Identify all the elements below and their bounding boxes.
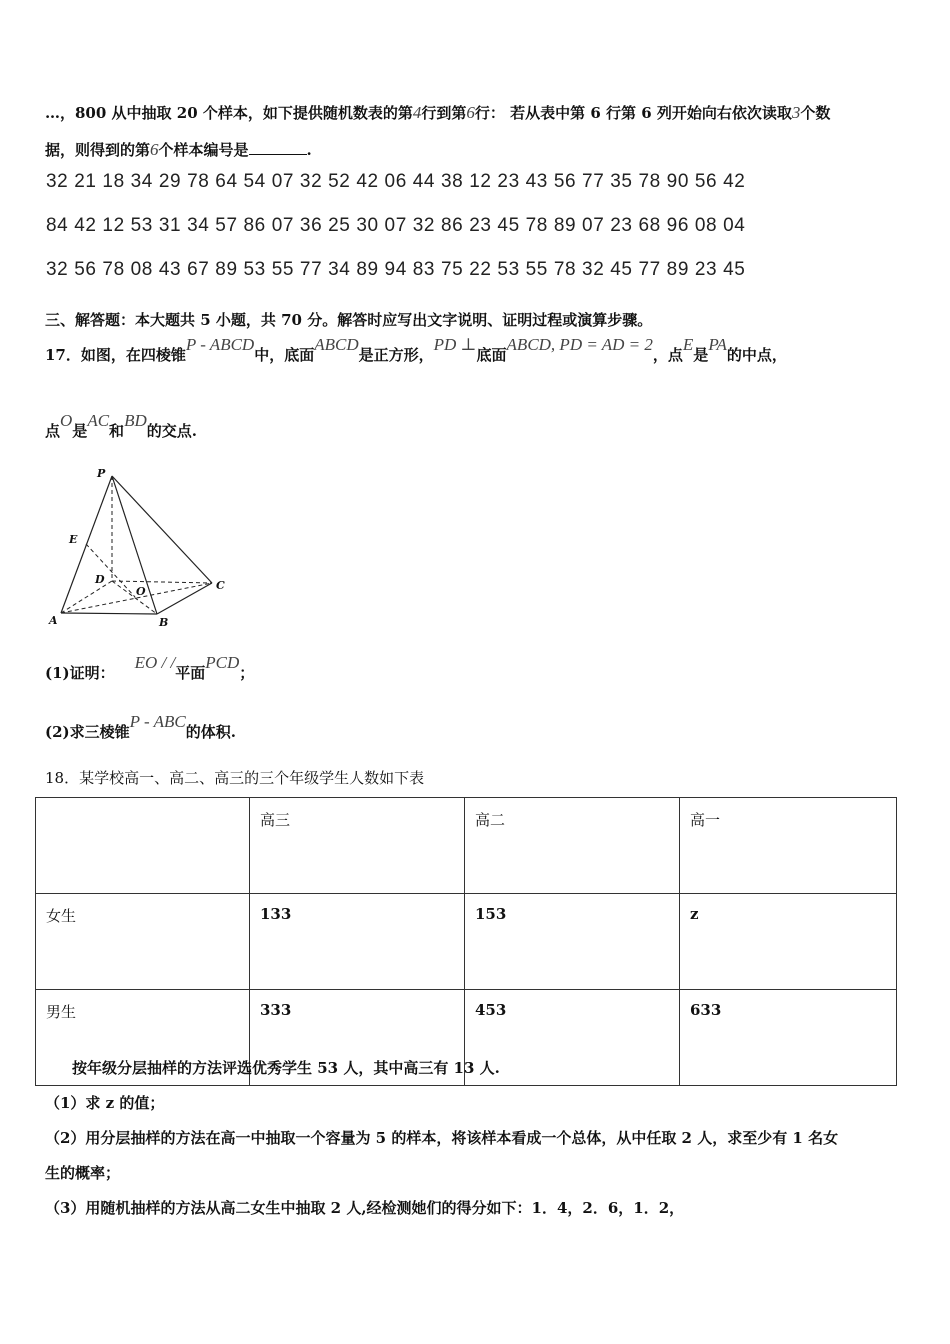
label-D: D (95, 573, 105, 586)
math-3: 3 (791, 103, 801, 122)
table-cell: 633 (680, 990, 897, 1086)
table-row (36, 894, 897, 990)
math-6: 6 (466, 103, 475, 122)
q18-sub-3: （3）用随机抽样的方法从高二女生中抽取 2 人,经检测她们的得分如下：1．4，2．6，1．2， (45, 1199, 685, 1217)
q16-line-1: …，800 从中抽取 20 个样本，如下提供随机数表的第4行到第6行： 若从表中第 6 行第 6 列开始向右依次读取3个数 (45, 103, 831, 122)
segment-EO (86, 544, 135, 597)
table-cell: z (680, 894, 897, 990)
random-table-row-5: 84 42 12 53 31 34 57 86 07 36 25 30 07 32 86 23 45 78 89 07 23 68 96 08 04 (46, 215, 746, 236)
table-cell: 133 (250, 894, 465, 990)
q17-stem-line-1: 17．如图，在四棱锥P - ABCD中，底面ABCD是正方形，PD ⊥底面ABCD, PD = AD = 2，点E是PA的中点， (45, 335, 787, 364)
edge-PC (112, 476, 212, 583)
math-6b: 6 (150, 140, 159, 159)
section-heading: 三、解答题：本大题共 5 小题，共 70 分。解答时应写出文字说明、证明过程或演算步骤。 (45, 311, 653, 329)
edge-AB (61, 613, 157, 614)
label-O: O (136, 585, 146, 598)
random-table-row-6: 32 56 78 08 43 67 89 53 55 77 34 89 94 83 75 22 53 55 78 32 45 77 89 23 45 (46, 259, 746, 280)
random-table-row-4: 32 21 18 34 29 78 64 54 07 32 52 42 06 44 38 12 23 43 56 77 35 78 90 56 42 (46, 171, 746, 192)
label-P: P (97, 467, 106, 480)
q17-stem-line-2: 点O是AC和BD的交点. (45, 411, 197, 440)
edge-PB (112, 476, 157, 614)
q17-part-2: (2)求三棱锥P - ABC的体积. (45, 712, 236, 741)
q17-part-1: (1)证明：EO / /平面PCD； (45, 653, 255, 682)
header-cell: 高一 (680, 798, 897, 894)
label-C: C (216, 579, 225, 592)
q18-title: 18．某学校高一、高二、高三的三个年级学生人数如下表 (45, 769, 425, 787)
table-header-row (36, 798, 897, 894)
table-cell: 153 (465, 894, 680, 990)
q18-sub-2-line-2: 生的概率； (45, 1164, 121, 1182)
edge-BC (157, 583, 212, 614)
label-A: A (49, 614, 58, 627)
diagonal-BD (112, 581, 157, 614)
pyramid-figure (40, 462, 240, 632)
table-cell: 453 (465, 990, 680, 1086)
header-cell: 高二 (465, 798, 680, 894)
q18-sub-1: （1）求 z 的值； (45, 1094, 165, 1112)
row-label: 女生 (36, 894, 250, 990)
answer-blank (249, 140, 307, 155)
header-cell (36, 798, 250, 894)
student-count-table (35, 797, 897, 1086)
table-cell: 333 (250, 990, 465, 1086)
edge-DC (112, 581, 212, 583)
q16-line-2: 据，则得到的第6个样本编号是 . (45, 140, 312, 159)
q18-sampling-text: 按年级分层抽样的方法评选优秀学生 53 人，其中高三有 13 人. (72, 1059, 500, 1077)
q18-sub-2-line-1: （2）用分层抽样的方法在高一中抽取一个容量为 5 的样本，将该样本看成一个总体，从中任取 2 人，求至少有 1 名女 (45, 1129, 839, 1147)
label-B: B (159, 616, 169, 629)
row-label: 男生 (36, 990, 250, 1086)
math-4: 4 (412, 103, 422, 122)
label-E: E (69, 533, 78, 546)
header-cell: 高三 (250, 798, 465, 894)
